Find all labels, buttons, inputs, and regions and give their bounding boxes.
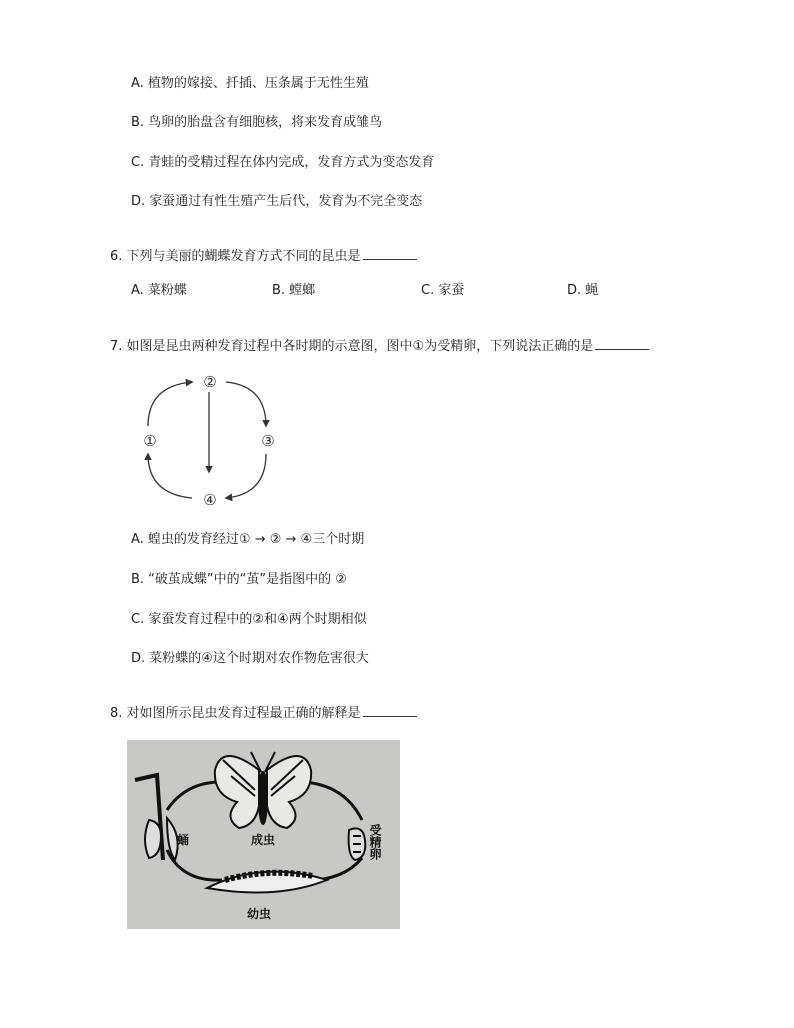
q8-stem — [110, 705, 417, 722]
q5-option-b: B. 鸟卵的胎盘含有细胞核，将来发育成雏鸟 — [131, 115, 383, 130]
q6-option-a: A. 菜粉蝶 — [131, 283, 187, 298]
arrow-3-to-4 — [226, 454, 266, 498]
arrow-1-to-2 — [148, 382, 192, 426]
q6-option-b: B. 螳螂 — [272, 283, 316, 298]
node-2: ② — [203, 373, 217, 391]
q5-option-d: D. 家蚕通过有性生殖产生后代，发育为不完全变态 — [131, 194, 423, 209]
q5-option-c: C. 青蛙的受精过程在体内完成，发育方式为变态发育 — [131, 155, 435, 170]
label-egg: 受精卵 — [368, 824, 382, 860]
q7-stem — [110, 338, 649, 355]
node-1: ① — [143, 432, 157, 450]
q7-option-b: B. “破茧成蝶”中的“茧”是指图中的 ② — [131, 572, 347, 587]
node-4: ④ — [203, 491, 217, 509]
q8-stem-text: 8. 对如图所示昆虫发育过程最正确的解释是 — [110, 706, 361, 721]
q7-option-d: D. 菜粉蝶的④这个时期对农作物危害很大 — [131, 651, 369, 666]
butterfly-lifecycle-drawing — [127, 740, 400, 929]
answer-blank — [363, 248, 417, 260]
q7-option-a: A. 蝗虫的发育经过① → ② → ④三个时期 — [131, 532, 365, 547]
egg-icon — [349, 828, 366, 860]
q7-option-c: C. 家蚕发育过程中的②和④两个时期相似 — [131, 612, 367, 627]
label-adult: 成虫 — [251, 833, 276, 847]
q7-cycle-diagram — [130, 368, 290, 513]
q6-stem-text: 6. 下列与美丽的蝴蝶发育方式不同的昆虫是 — [110, 249, 361, 264]
q5-option-a: A. 植物的嫁接、扦插、压条属于无性生殖 — [131, 76, 369, 91]
butterfly-lifecycle-figure — [127, 740, 400, 929]
q6-option-c: C. 家蚕 — [421, 283, 465, 298]
q6-option-d: D. 蝇 — [567, 283, 599, 298]
answer-blank — [363, 705, 417, 717]
label-larva: 幼虫 — [247, 907, 272, 921]
answer-blank — [595, 338, 649, 350]
node-3: ③ — [261, 432, 275, 450]
arrow-2-to-3 — [226, 382, 266, 426]
arrow-4-to-1 — [148, 454, 192, 498]
q6-stem — [110, 248, 417, 265]
q7-stem-text: 7. 如图是昆虫两种发育过程中各时期的示意图，图中①为受精卵，下列说法正确的是 — [110, 339, 594, 354]
label-pupa: 蛹 — [177, 833, 190, 847]
